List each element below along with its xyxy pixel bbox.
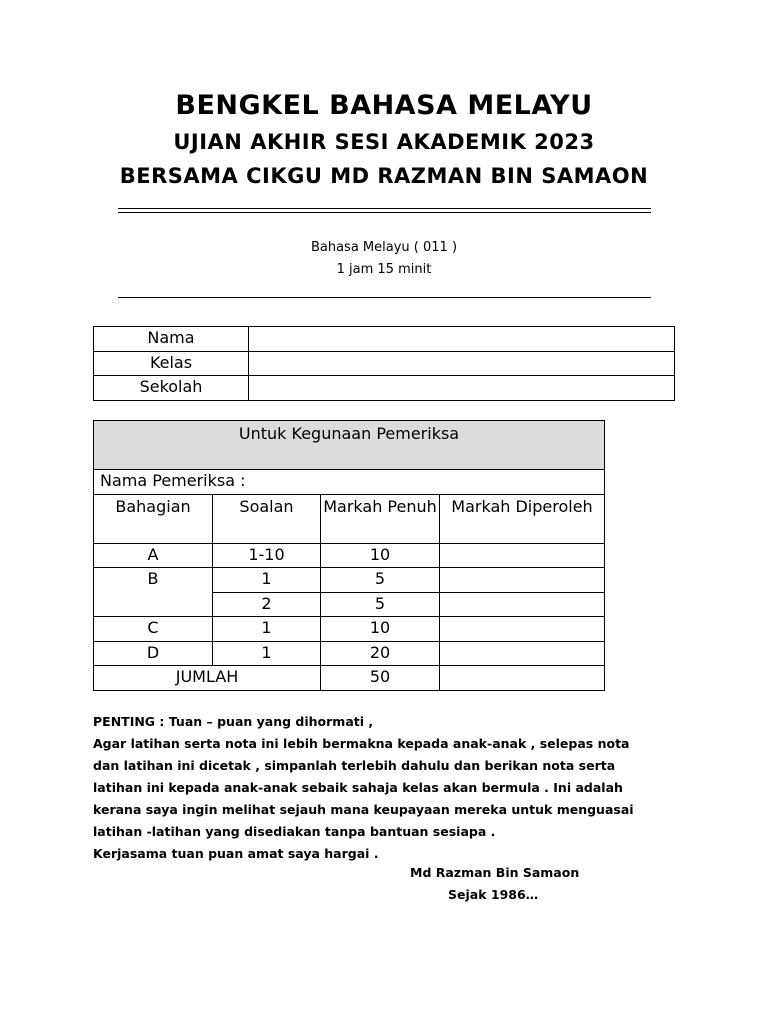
double-divider xyxy=(118,208,651,213)
signature-since: Sejak 1986… xyxy=(448,887,539,902)
row-max-marks: 20 xyxy=(321,641,440,666)
school-field[interactable] xyxy=(249,376,675,401)
table-row xyxy=(94,568,605,593)
divider xyxy=(118,297,651,298)
row-section: A xyxy=(94,543,213,568)
table-row xyxy=(94,641,605,666)
total-row xyxy=(94,666,605,691)
row-section: C xyxy=(94,617,213,642)
teacher-line: BERSAMA CIKGU MD RAZMAN BIN SAMAON xyxy=(119,164,649,188)
class-label: Kelas xyxy=(94,351,249,376)
school-label: Sekolah xyxy=(94,376,249,401)
table-row xyxy=(94,327,675,352)
examiner-name-label: Nama Pemeriksa : xyxy=(94,470,605,495)
table-header-row xyxy=(94,494,605,543)
exam-duration: 1 jam 15 minit xyxy=(336,262,432,277)
row-question: 1-10 xyxy=(213,543,321,568)
header-section: Bahagian xyxy=(94,494,213,543)
table-row xyxy=(94,592,605,617)
row-max-marks: 10 xyxy=(321,617,440,642)
note-line: dan latihan ini dicetak , simpanlah terlebih dahulu dan berikan nota serta xyxy=(93,758,616,773)
subject-name: Bahasa Melayu ( 011 ) xyxy=(310,240,458,255)
row-section xyxy=(94,592,213,617)
name-label: Nama xyxy=(94,327,249,352)
header-obtained-marks: Markah Diperoleh xyxy=(440,494,605,543)
exam-subtitle: UJIAN AKHIR SESI AKADEMIK 2023 xyxy=(173,130,595,154)
name-field[interactable] xyxy=(249,327,675,352)
table-row xyxy=(94,543,605,568)
row-max-marks: 10 xyxy=(321,543,440,568)
row-obtained-marks[interactable] xyxy=(440,543,605,568)
row-section: D xyxy=(94,641,213,666)
table-row xyxy=(94,351,675,376)
note-line: Agar latihan serta nota ini lebih bermakna kepada anak-anak , selepas nota xyxy=(93,736,630,751)
table-row xyxy=(94,470,605,495)
row-max-marks: 5 xyxy=(321,568,440,593)
row-question: 1 xyxy=(213,641,321,666)
important-note xyxy=(93,711,683,865)
total-value: 50 xyxy=(321,666,440,691)
total-label: JUMLAH xyxy=(94,666,321,691)
examiner-table xyxy=(93,420,605,691)
note-line: kerana saya ingin melihat sejauh mana keupayaan mereka untuk menguasai xyxy=(93,802,634,817)
table-row xyxy=(94,617,605,642)
row-question: 1 xyxy=(213,568,321,593)
row-obtained-marks[interactable] xyxy=(440,641,605,666)
signature-name: Md Razman Bin Samaon xyxy=(410,865,580,880)
row-obtained-marks[interactable] xyxy=(440,568,605,593)
total-obtained-marks[interactable] xyxy=(440,666,605,691)
header-max-marks: Markah Penuh xyxy=(321,494,440,543)
note-line: latihan -latihan yang disediakan tanpa bantuan sesiapa . xyxy=(93,824,496,839)
examiner-table-title: Untuk Kegunaan Pemeriksa xyxy=(94,421,605,470)
row-max-marks: 5 xyxy=(321,592,440,617)
student-info-table xyxy=(93,326,675,401)
row-question: 2 xyxy=(213,592,321,617)
table-row xyxy=(94,421,605,470)
header-question: Soalan xyxy=(213,494,321,543)
row-obtained-marks[interactable] xyxy=(440,592,605,617)
note-line: PENTING : Tuan – puan yang dihormati , xyxy=(93,714,374,729)
table-row xyxy=(94,376,675,401)
row-question: 1 xyxy=(213,617,321,642)
row-section: B xyxy=(94,568,213,593)
row-obtained-marks[interactable] xyxy=(440,617,605,642)
class-field[interactable] xyxy=(249,351,675,376)
document-title: BENGKEL BAHASA MELAYU xyxy=(175,90,593,121)
note-line: latihan ini kepada anak-anak sebaik sahaja kelas akan bermula . Ini adalah xyxy=(93,780,623,795)
note-line: Kerjasama tuan puan amat saya hargai . xyxy=(93,846,379,861)
